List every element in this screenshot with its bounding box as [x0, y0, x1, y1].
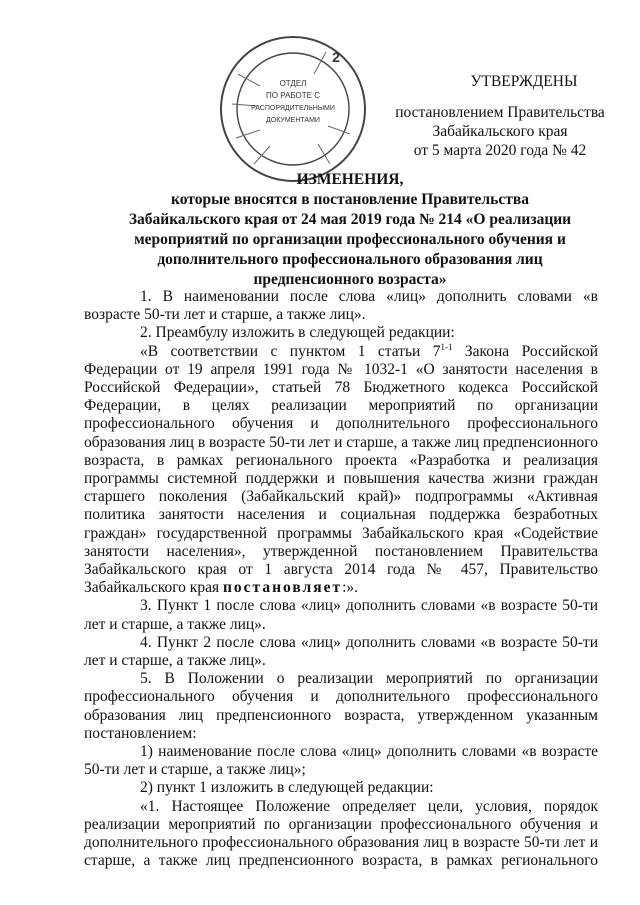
title-line-1: которые вносятся в постановление Правительства	[171, 191, 529, 208]
paragraph-3-text-b: Закона Российской Федерации от 19 апреля 1991 года № 1032-1 «О занятости населения в Российской Федерации», статьей 78 Бюджетного кодекса Российской Федерации, в целях реализации мероприятий по организации профессионального обучения и дополнительного профессионального образования лиц в возрасте 50-ти лет и старше, а также лиц предпенсионного возраста, в рамках регионального проекта «Разработка и реализация программы системной поддержки и повышения качества жизни граждан старшего поколения (Забайкальский край)» подпрограммы «Активная политика занятости населения и социальная поддержка безработных граждан» государственной программы Забайкальского края «Содействие занятости населения», утвержденной постановлением Правительства Забайкальского края от 1 августа 2014 года № 457, Правительство Забайкальского края	[84, 342, 598, 597]
paragraph-3-superscript: 1-1	[440, 341, 453, 352]
paragraph-3-text-c: :».	[342, 579, 359, 597]
stamp-line-3: РАСПОРЯДИТЕЛЬНЫМИ	[251, 105, 335, 112]
title-line-3: мероприятий по организации профессионального обучения и	[134, 231, 566, 248]
document-title	[120, 170, 580, 290]
paragraph-4: 3. Пункт 1 после слова «лиц» дополнить словами «в возрасте 50-ти лет и старше, а также лиц».	[84, 597, 598, 633]
document-body	[84, 288, 598, 871]
paragraph-7: 1) наименование после слова «лиц» дополнить словами «в возрасте 50-ти лет и старше, а также лиц»;	[84, 743, 598, 779]
stamp-line-4: ДОКУМЕНТАМИ	[266, 117, 320, 124]
title-line-5: предпенсионного возраста»	[253, 271, 447, 288]
stamp-number: 2	[332, 49, 340, 65]
paragraph-3-text-a: «В соответствии с пунктом 1 статьи 7	[140, 342, 441, 360]
stamp-line-2: ПО РАБОТЕ С	[266, 91, 320, 100]
title-heading: ИЗМЕНЕНИЯ,	[296, 171, 404, 188]
paragraph-1: 1. В наименовании после слова «лиц» дополнить словами «в возрасте 50-ти лет и старше, а также лиц».	[84, 288, 598, 324]
approval-heading: УТВЕРЖДЕНЫ	[470, 73, 578, 90]
paragraph-3	[84, 343, 598, 598]
paragraph-2: 2. Преамбулу изложить в следующей редакции:	[140, 324, 455, 342]
title-line-2: Забайкальского края от 24 мая 2019 года № 214 «О реализации	[128, 211, 572, 228]
paragraph-9: «1. Настоящее Положение определяет цели, условия, порядок реализации мероприятий по организации профессионального обучения и дополнительного профессионального образования лиц в возрасте 50-ти лет и старше, а также лиц предпенсионного возраста, в рамках регионального	[84, 797, 598, 870]
official-stamp	[218, 34, 368, 184]
paragraph-6: 5. В Положении о реализации мероприятий по организации профессионального обучения и дополнительного профессионального образования лиц предпенсионного возраста, утвержденном указанным постановлением:	[84, 670, 598, 742]
title-line-4: дополнительного профессионального образования лиц	[157, 251, 543, 268]
approval-line-2: Забайкальского края	[432, 123, 568, 140]
stamp-line-1: ОТДЕЛ	[279, 79, 307, 88]
paragraph-8: 2) пункт 1 изложить в следующей редакции:	[140, 779, 434, 797]
paragraph-3-emphasis: постановляет	[222, 579, 343, 597]
paragraph-5: 4. Пункт 2 после слова «лиц» дополнить словами «в возрасте 50-ти лет и старше, а также лиц».	[84, 633, 598, 670]
approval-line-3: от 5 марта 2020 года № 42	[413, 142, 587, 159]
approval-line-1: постановлением Правительства	[395, 104, 605, 121]
approval-block	[380, 72, 620, 160]
